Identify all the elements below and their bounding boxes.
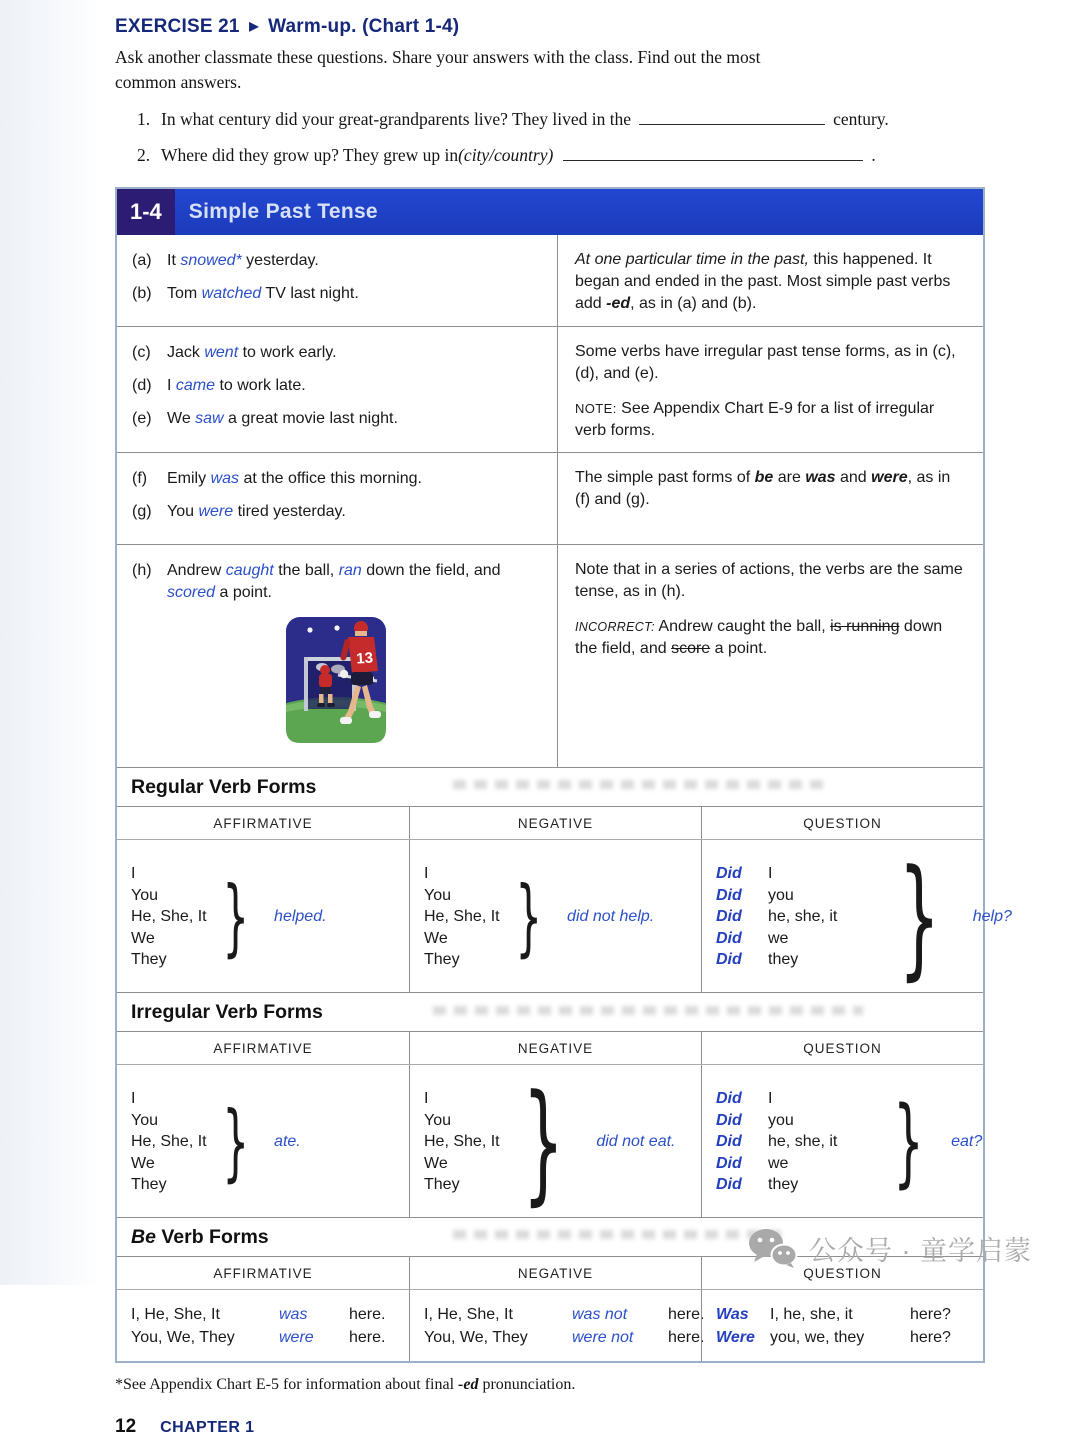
irregular-forms-heading: Irregular Verb Forms [117, 992, 983, 1031]
print-bleed [453, 780, 823, 789]
be-forms-heading: Be Verb Forms [117, 1217, 983, 1256]
chart-row-ab: (a) It snowed* yesterday. (b) Tom watched TV last night. At one particular time in the past, this happened. It began and ended in the past. Most simple past verbs add -ed, as in (a) and (b). [117, 235, 983, 326]
exercise-label: EXERCISE 21 [115, 16, 240, 37]
grouping-brace: } [898, 841, 941, 993]
book-page [115, 16, 1012, 1438]
chart-title: Simple Past Tense [175, 189, 983, 235]
question-1: 1. In what century did your great-grandparents live? They lived in the century. [137, 109, 889, 129]
chart-note-cde: Some verbs have irregular past tense forms, as in (c), (d), and (e). NOTE: See Appendix Chart E-9 for a list of irregular verb forms. [557, 327, 983, 452]
regular-question: Did Did Did Did Did I you he, she, it we they } help? [701, 840, 1020, 992]
regular-forms-heading: Regular Verb Forms [117, 767, 983, 806]
answer-blank-2 [563, 146, 863, 161]
grammar-chart [115, 187, 1012, 1363]
chapter-label: CHAPTER 1 [160, 1419, 255, 1436]
question-2: 2. Where did they grow up? They grew up in (city/country) . [137, 145, 876, 165]
irregular-question: Did Did Did Did Did I you he, she, it we they } eat? [701, 1065, 990, 1217]
be-forms-body [117, 1289, 983, 1361]
lacrosse-illustration [282, 615, 390, 751]
regular-negative: I You He, She, It We They } did not help. [409, 840, 701, 992]
page-number: 12 [115, 1416, 137, 1437]
regular-affirmative: I You He, She, It We They } helped. [131, 865, 327, 969]
chart-note-fg: The simple past forms of be are was and were, as in (f) and (g). [557, 453, 983, 544]
chart-row-fg: (f) Emily was at the office this morning. (g) You were tired yesterday. The simple past forms of be are was and were, as in (f) and (g). [117, 452, 983, 544]
exercise-intro: Ask another classmate these questions. Share your answers with the class. Find out the most common answers. [115, 47, 761, 92]
watermark: 公众号 · 童学启蒙 [747, 1227, 1032, 1269]
be-negative: I, He, She, It was not here. You, We, They were not here. [409, 1290, 701, 1361]
svg-text:13: 13 [355, 649, 374, 668]
regular-forms-colheads: AFFIRMATIVE NEGATIVE QUESTION [117, 806, 983, 839]
irregular-affirmative: I You He, She, It We They } ate. [131, 1090, 301, 1194]
grouping-brace: } [221, 868, 249, 966]
page-footer [115, 1416, 985, 1438]
page-left-margin [0, 0, 100, 1285]
footnote: *See Appendix Chart E-5 for information about final -ed pronunciation. [115, 1376, 576, 1393]
exercise-chart-ref: (Chart 1-4) [362, 16, 460, 37]
chart-note-h: Note that in a series of actions, the verbs are the same tense, as in (h). INCORRECT: Andrew caught the ball, is running down the field, and score a point. [557, 545, 983, 767]
exercise-header [115, 16, 985, 38]
chart-number: 1-4 [117, 189, 175, 235]
grouping-brace: } [893, 1086, 924, 1198]
irregular-forms-colheads: AFFIRMATIVE NEGATIVE QUESTION [117, 1031, 983, 1064]
be-forms-colheads: AFFIRMATIVE NEGATIVE QUESTION [117, 1256, 983, 1289]
grouping-brace: } [522, 1066, 564, 1218]
exercise-title: Warm-up. [268, 16, 357, 37]
question-list [115, 109, 985, 166]
chart-row-h: (h) Andrew caught the ball, ran down the field, and scored a point. 13 Note that in a series of actions, the verbs are the same tense, as in (h). INCORRECT: Andrew caught the ball, is running down the field, and score a point. [117, 544, 983, 767]
irregular-forms-body [117, 1064, 983, 1217]
grouping-brace: } [514, 868, 542, 966]
be-question: Was I, he, she, it here? Were you, we, they here? [701, 1290, 983, 1361]
triangle-bullet-icon: ▶ [249, 19, 259, 33]
grouping-brace: } [221, 1093, 249, 1191]
print-bleed [453, 1230, 783, 1239]
chart-note-ab: At one particular time in the past, this happened. It began and ended in the past. Most simple past verbs add -ed, as in (a) and (b). [557, 235, 983, 326]
wechat-icon [747, 1227, 799, 1269]
chart-row-cde: (c) Jack went to work early. (d) I came to work late. (e) We saw a great movie last night. Some verbs have irregular past tense forms, as in (c), (d), and (e). NOTE: See Appendix Chart E-9 for a list of irregular verb forms. [117, 326, 983, 452]
answer-blank-1 [639, 110, 825, 125]
be-affirmative: I, He, She, It was here. You, We, They were here. [131, 1306, 386, 1346]
print-bleed [433, 1006, 863, 1015]
regular-forms-body [117, 839, 1012, 993]
irregular-negative: I You He, She, It We They } did not eat. [409, 1065, 701, 1217]
chart-title-bar [117, 189, 983, 235]
